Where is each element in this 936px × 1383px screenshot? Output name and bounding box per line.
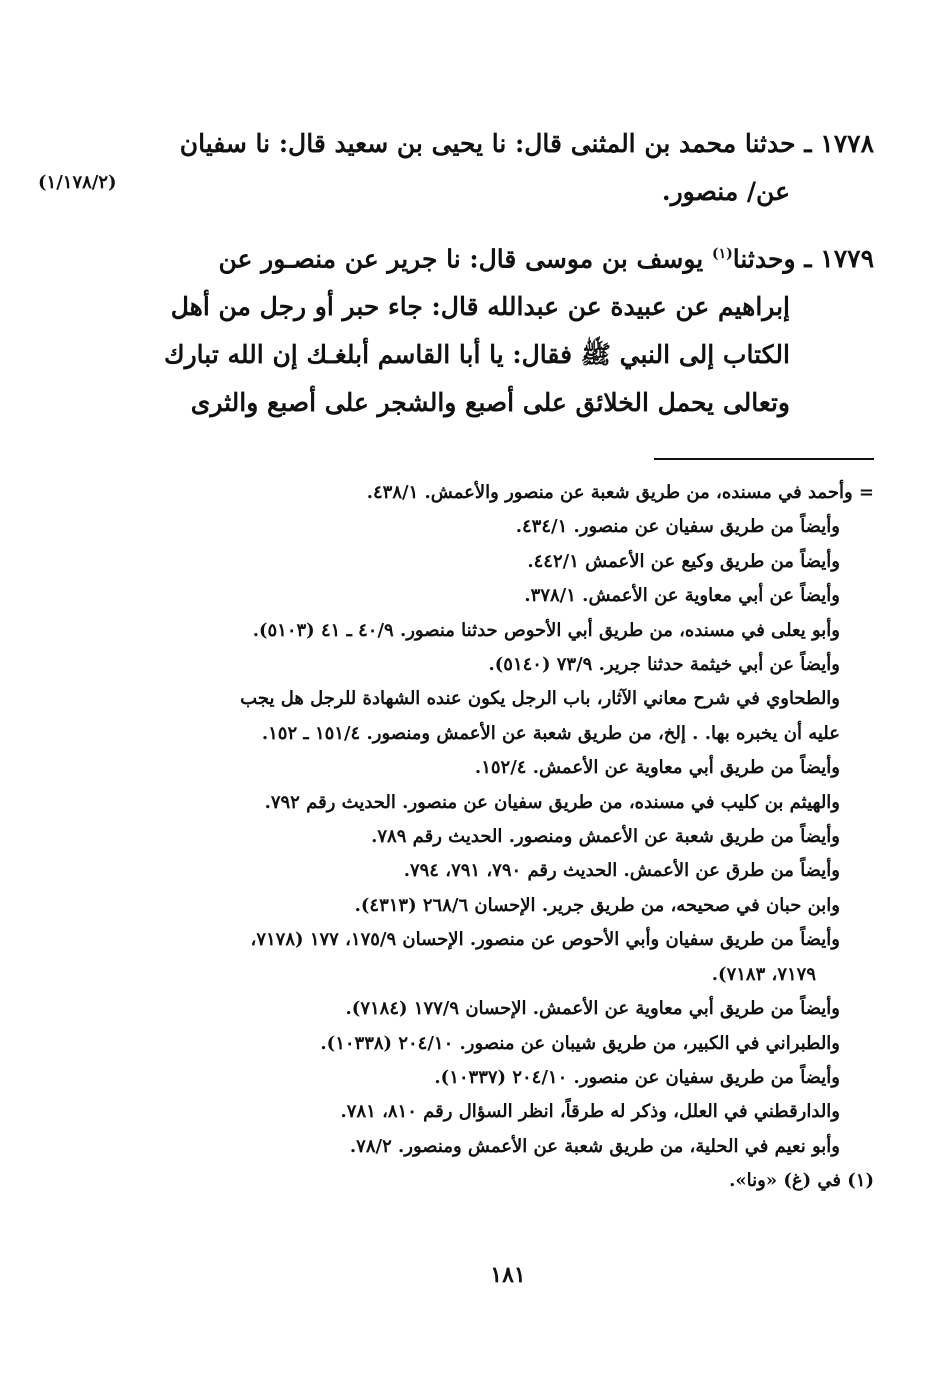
- footnote-line: وأيضاً من طريق شعبة عن الأعمش ومنصور. الحديث رقم ٧٨٩.: [371, 826, 840, 848]
- hadith-text: يوسف بن موسى قال: نا جرير عن منصـور عن: [218, 244, 704, 274]
- footnote-line: والهيثم بن كليب في مسنده، من طريق سفيان عن منصور. الحديث رقم ٧٩٢.: [264, 791, 840, 813]
- hadith-text: حدثنا محمد بن المثنى قال: نا يحيى بن سعيد قال: نا سفيان: [179, 129, 796, 158]
- footnote-line: وأيضاً عن أبي خيثمة حدثنا جرير. ٧٣/٩ (٥١٤٠).: [488, 654, 840, 676]
- footnote-line: وأبو نعيم في الحلية، من طريق شعبة عن الأعمش ومنصور. ٧٨/٢.: [349, 1135, 840, 1157]
- hadith-line: الكتاب إلى النبي ﷺ فقال: يا أبا القاسم أبلغـك إن الله تبارك: [164, 340, 790, 370]
- footnote-line: وأيضاً من طريق سفيان وأبي الأحوص عن منصور. الإحسان ١٧٥/٩، ١٧٧ (٧١٧٨،: [250, 929, 840, 951]
- footnote-line: وأيضاً من طريق وكيع عن الأعمش ٤٤٢/١.: [527, 550, 840, 572]
- footnote-line: وابن حبان في صحيحه، من طريق جرير. الإحسان ٢٦٨/٦ (٤٣١٣).: [354, 894, 840, 916]
- footnote-line: وأيضاً عن أبي معاوية عن الأعمش. ٣٧٨/١.: [524, 585, 840, 607]
- hadith-text: وحدثنا: [732, 244, 796, 274]
- hadith-number: ١٧٧٩ ـ: [804, 244, 874, 274]
- footnote-line: = وأحمد في مسنده، من طريق شعبة عن منصور والأعمش. ٤٣٨/١.: [366, 482, 874, 503]
- hadith-number: ١٧٧٨ ـ: [804, 129, 874, 158]
- footnote-line: عليه أن يخبره بها. . إلخ، من طريق شعبة عن الأعمش ومنصور. ١٥١/٤ ـ ١٥٢.: [261, 722, 840, 744]
- footnote-line: ٧١٧٩، ٧١٨٣).: [711, 963, 816, 985]
- footnote-marker[interactable]: (١): [711, 246, 733, 262]
- footnote-line: وأيضاً من طريق سفيان عن منصور. ٢٠٤/١٠ (١٠٣٣٧).: [434, 1066, 840, 1088]
- manuscript-folio-reference: (١/١٧٨/٢): [38, 172, 117, 193]
- footnote-line: وأيضاً من طريق أبي معاوية عن الأعمش. ١٥٢/٤.: [474, 757, 840, 779]
- hadith-line: عن/ منصور.: [661, 177, 790, 206]
- footnote-separator: [654, 458, 874, 460]
- hadith-line: إبراهيم عن عبيدة عن عبدالله قال: جاء حبر أو رجل من أهل: [170, 292, 790, 322]
- footnotes: [154, 476, 874, 1199]
- footnote-line: والطبراني في الكبير، من طريق شيبان عن منصور. ٢٠٤/١٠ (١٠٣٣٨).: [320, 1032, 840, 1054]
- hadith-line: [154, 230, 874, 283]
- page-number: ١٨١: [490, 1262, 526, 1288]
- footnote-line: (١) في (غ) «ونا».: [729, 1170, 874, 1192]
- hadith-line: وتعالى يحمل الخلائق على أصبع والشجر على أصبع والثرى: [190, 388, 790, 418]
- footnote-line: وأبو يعلى في مسنده، من طريق أبي الأحوص حدثنا منصور. ٤٠/٩ ـ ٤١ (٥١٠٣).: [252, 619, 840, 641]
- footnote-line: والطحاوي في شرح معاني الآثار، باب الرجل يكون عنده الشهادة للرجل هل يجب: [240, 688, 840, 710]
- hadith-1778: [154, 120, 874, 216]
- hadith-1779: [154, 230, 874, 427]
- hadith-line: [154, 120, 874, 168]
- footnote-line: وأيضاً من طريق سفيان عن منصور. ٤٣٤/١.: [515, 516, 840, 538]
- footnote-line: وأيضاً من طريق أبي معاوية عن الأعمش. الإحسان ١٧٧/٩ (٧١٨٤).: [345, 998, 840, 1020]
- footnote-line: وأيضاً من طرق عن الأعمش. الحديث رقم ٧٩٠، ٧٩١، ٧٩٤.: [403, 860, 840, 882]
- footnote-line: والدارقطني في العلل، وذكر له طرقاً، انظر السؤال رقم ٨١٠، ٧٨١.: [340, 1101, 840, 1123]
